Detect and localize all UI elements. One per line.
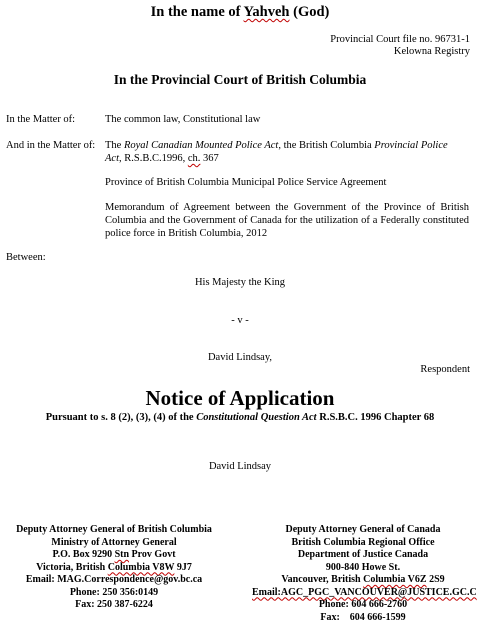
respondent-label: Respondent <box>420 364 470 375</box>
chapter-abbrev: ch. <box>187 153 201 164</box>
bc-line-4 <box>0 562 228 575</box>
bc-line-4-b: 9J7 <box>174 561 192 573</box>
bc-fax: Fax: 250 387-6224 <box>75 599 153 610</box>
address-canada <box>252 524 477 624</box>
matter-label-2: And in the Matter of: <box>6 140 96 151</box>
matter-label-1: In the Matter of: <box>6 114 76 125</box>
act-word: Act <box>105 153 119 164</box>
matter-2-text-c: , R.S.B.C.1996, <box>119 153 188 164</box>
bc-line-1: Deputy Attorney General of British Columbia <box>16 524 212 535</box>
notice-title: Notice of Application <box>145 386 335 410</box>
bc-line-3-b: Prov Govt <box>129 549 176 560</box>
court-title: In the Provincial Court of British Columbia <box>113 72 367 87</box>
pursuant-text-b: R.S.B.C. 1996 Chapter 68 <box>316 412 435 423</box>
heading-suffix: (God) <box>289 4 330 20</box>
address-bc <box>0 524 228 612</box>
matter-value-1: The common law, Constitutional law <box>105 114 261 125</box>
ca-phone: Phone: 604 666-2760 <box>318 599 408 610</box>
between-label: Between: <box>6 252 46 263</box>
respondent-name: David Lindsay, <box>207 352 273 363</box>
ca-fax: Fax: 604 666-1599 <box>320 611 406 623</box>
matter-2-text-b: , the British Columbia <box>278 140 375 151</box>
bc-line-3 <box>0 549 228 562</box>
bc-line-2: Ministry of Attorney General <box>51 536 177 548</box>
ca-line-5 <box>252 574 474 587</box>
bc-email: Email: MAG.Correspondence@gov.bc.ca <box>25 574 203 585</box>
memorandum: Memorandum of Agreement between the Government of the Province of British Columbia and the Government of Canada for the utilization of a Federally constituted police force in British Columbia, 2012 <box>105 202 469 239</box>
ca-line-5-col: Columbia V6Z <box>363 574 427 585</box>
rcmp-act: Royal Canadian Mounted Police Act <box>123 140 279 151</box>
document-heading <box>0 4 480 21</box>
constitutional-question-act: Constitutional Question Act <box>196 412 317 423</box>
versus: - v - <box>231 315 249 326</box>
registry: Kelowna Registry <box>393 46 470 57</box>
matter-value-2 <box>105 139 470 165</box>
provincial-police: Provincial Police <box>374 140 448 151</box>
ca-line-4: 900-840 Howe St. <box>325 561 401 573</box>
bc-line-3-a: P.O. Box 9290 <box>52 549 115 560</box>
pursuant-text-a: Pursuant to s. 8 (2), (3), (4) of the <box>45 412 197 423</box>
bc-line-3-stn: Stn <box>114 549 130 560</box>
matter-2-text-d: 367 <box>200 153 219 164</box>
ca-line-3: Department of Justice Canada <box>297 549 429 560</box>
matter-2-text-a: The <box>105 140 124 151</box>
heading-name: Yahveh <box>243 4 290 20</box>
bc-line-4-col: Columbia V8W <box>107 561 175 573</box>
agreement-line: Province of British Columbia Municipal Police Service Agreement <box>105 177 387 188</box>
bc-line-4-a: Victoria, British <box>36 561 108 573</box>
file-number: Provincial Court file no. 96731-1 <box>330 34 470 45</box>
heading-prefix: In the name of <box>150 4 244 20</box>
ca-email: Email:AGC_PGC_VANCOUVER@JUSTICE.GC.C <box>252 586 477 598</box>
ca-line-2: British Columbia Regional Office <box>291 536 435 548</box>
ca-line-5-a: Vancouver, British <box>281 574 364 585</box>
ca-line-1: Deputy Attorney General of Canada <box>285 524 441 535</box>
ca-line-5-b: 2S9 <box>426 574 445 585</box>
claimant: His Majesty the King <box>194 277 286 288</box>
pursuant-line <box>0 411 480 424</box>
applicant-name: David Lindsay <box>208 461 272 472</box>
bc-phone: Phone: 250 356:0149 <box>69 586 159 598</box>
